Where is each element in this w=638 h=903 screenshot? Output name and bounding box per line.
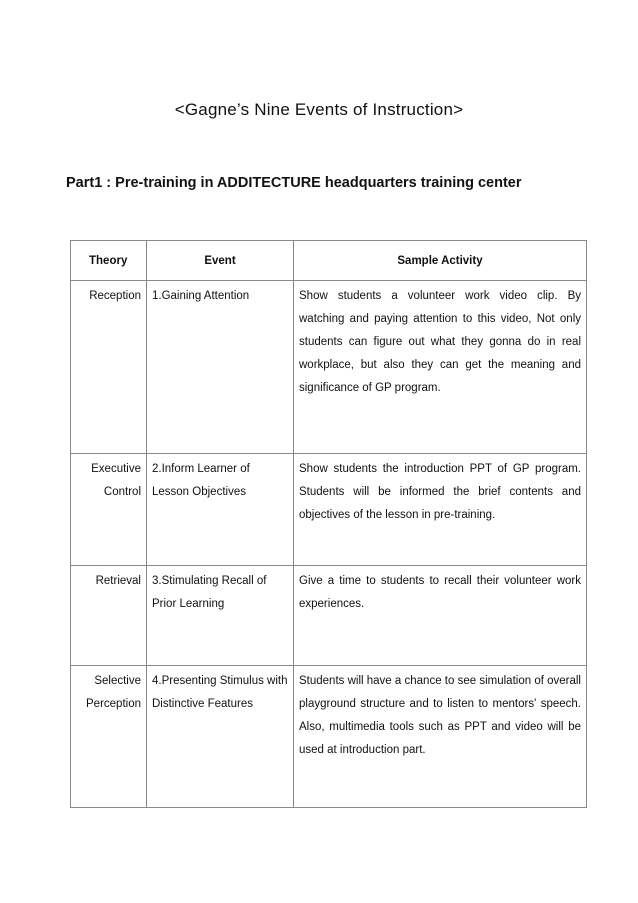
table-row <box>71 454 587 566</box>
event-cell: 2.Inform Learner of Lesson Objectives <box>147 454 294 566</box>
theory-cell: Reception <box>71 281 147 454</box>
table-header-row <box>71 241 587 281</box>
theory-cell: Retrieval <box>71 566 147 666</box>
activity-cell: Students will have a chance to see simulation of overall playground structure and to listen to mentors' speech. Also, multimedia tools such as PPT and video will be used at introduction part. <box>294 666 587 808</box>
header-sample-activity: Sample Activity <box>294 241 587 281</box>
document-title: <Gagne’s Nine Events of Instruction> <box>174 100 464 119</box>
table-row <box>71 281 587 454</box>
event-cell: 3.Stimulating Recall of Prior Learning <box>147 566 294 666</box>
header-event: Event <box>147 241 294 281</box>
event-cell: 1.Gaining Attention <box>147 281 294 454</box>
activity-cell: Give a time to students to recall their volunteer work experiences. <box>294 566 587 666</box>
theory-cell: Executive Control <box>71 454 147 566</box>
section-subtitle: Part1 : Pre-training in ADDITECTURE headquarters training center <box>66 175 522 191</box>
table-row <box>71 666 587 808</box>
activity-cell: Show students the introduction PPT of GP program. Students will be informed the brief contents and objectives of the lesson in pre-training. <box>294 454 587 566</box>
header-theory: Theory <box>71 241 147 281</box>
events-table <box>70 240 587 808</box>
table-row <box>71 566 587 666</box>
event-cell: 4.Presenting Stimulus with Distinctive Features <box>147 666 294 808</box>
activity-cell: Show students a volunteer work video clip. By watching and paying attention to this video, Not only students can figure out what they gonna do in real workplace, but also they can get the meaning and significance of GP program. <box>294 281 587 454</box>
theory-cell: Selective Perception <box>71 666 147 808</box>
